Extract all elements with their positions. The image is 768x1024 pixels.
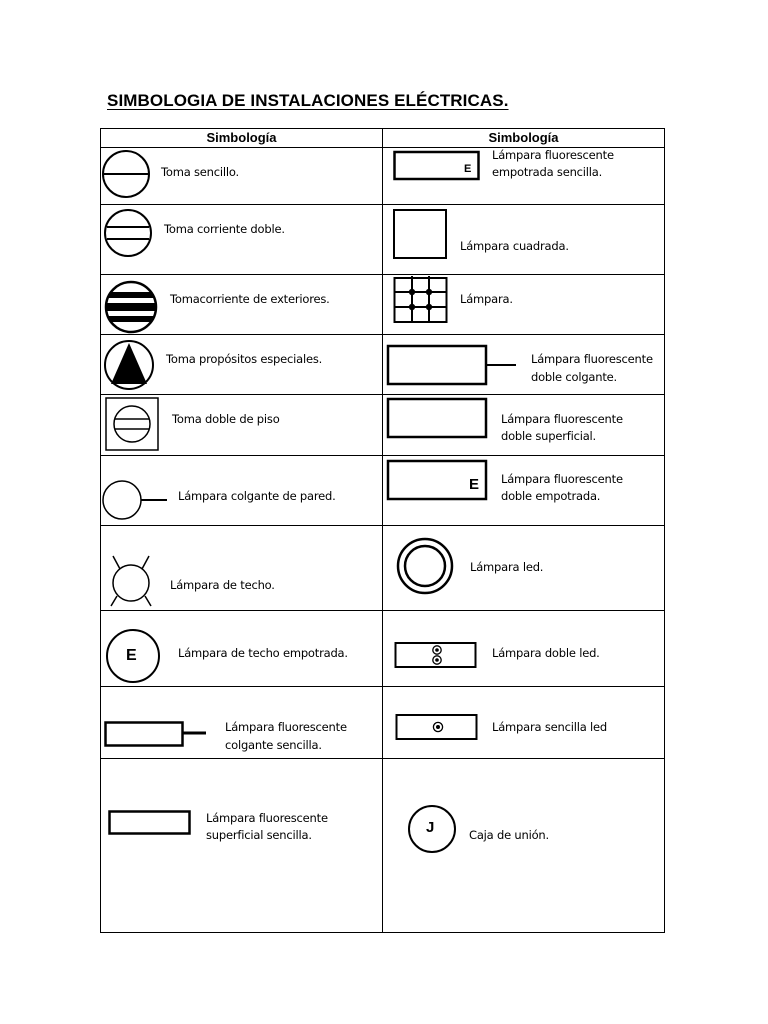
symbol-label: Toma corriente doble. [164,222,285,236]
symbol-label-line2: colgante sencilla. [225,738,322,752]
row-divider [101,525,664,526]
symbol-label-line1: Lámpara fluorescente [492,148,614,162]
floor-outlet-icon [105,397,161,453]
symbol-label: Lámpara de techo empotrada. [178,646,348,660]
symbol-label-line1: Lámpara fluorescente [501,412,623,426]
symbol-label-line2: superficial sencilla. [206,828,312,842]
row-divider [101,686,664,687]
ceiling-lamp-icon [106,553,156,609]
symbol-label: Lámpara led. [470,560,544,574]
symbol-label: Lámpara sencilla led [492,720,607,734]
symbol-label-line1: Lámpara fluorescente [225,720,347,734]
symbol-mark: E [126,647,137,664]
symbol-label: Lámpara. [460,292,513,306]
symbol-label-line2: doble colgante. [531,370,617,384]
symbol-mark: J [426,819,435,836]
symbol-label: Lámpara cuadrada. [460,239,569,253]
symbol-label: Lámpara colgante de pared. [178,489,336,503]
column-divider [382,129,383,932]
column-header-left: Simbología [206,130,277,145]
row-divider [101,334,664,335]
row-divider [101,610,664,611]
symbol-mark: E [469,476,479,493]
symbol-label: Tomacorriente de exteriores. [170,292,330,306]
outlet-double-icon [103,208,155,258]
symbol-label: Lámpara doble led. [492,646,600,660]
column-header-right: Simbología [488,130,559,145]
page-title: SIMBOLOGIA DE INSTALACIONES ELÉCTRICAS. [107,91,509,110]
single-led-lamp-icon [395,713,479,743]
symbol-label-line2: doble empotrada. [501,489,601,503]
led-lamp-icon [396,538,456,596]
surface-fluorescent-single-icon [108,809,192,837]
symbol-label: Toma doble de piso [172,412,280,426]
row-divider [101,455,664,456]
double-led-lamp-icon [394,641,478,671]
symbol-label-line1: Lámpara fluorescente [501,472,623,486]
symbol-label-line2: doble superficial. [501,429,597,443]
symbol-label: Toma sencillo. [161,165,239,179]
wall-pendant-lamp-icon [101,478,169,524]
pendant-fluorescent-single-icon [104,719,208,749]
square-lamp-icon [393,209,449,261]
row-divider [101,394,664,395]
surface-fluorescent-double-icon [386,397,490,441]
symbol-label: Caja de unión. [469,828,549,842]
symbol-label: Lámpara de techo. [170,578,275,592]
outlet-single-icon [101,149,153,199]
row-divider [101,758,664,759]
outlet-special-icon [102,339,156,391]
symbol-label: Toma propósitos especiales. [166,352,323,366]
symbol-mark: E [464,163,472,175]
row-divider [101,274,664,275]
row-divider [101,204,664,205]
outlet-exterior-icon [103,280,159,334]
symbol-label-line2: empotrada sencilla. [492,165,603,179]
symbol-label-line1: Lámpara fluorescente [531,352,653,366]
symbol-label-line1: Lámpara fluorescente [206,811,328,825]
grid-lamp-icon [393,276,449,324]
pendant-fluorescent-double-icon [386,344,518,388]
